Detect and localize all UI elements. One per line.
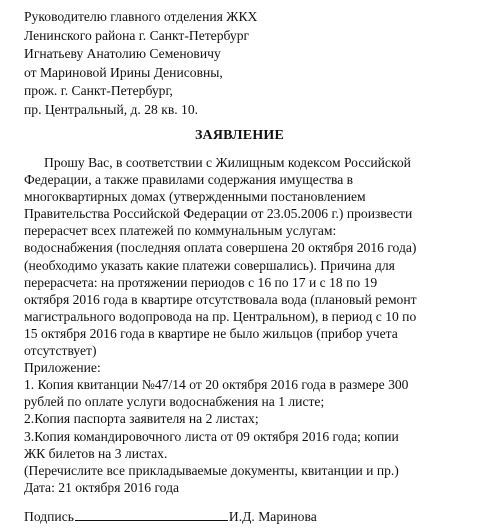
attachment-item: 1. Копия квитанции №47/14 от 20 октября 2016 года в размере 300 — [24, 377, 409, 393]
addressee-block — [24, 8, 257, 120]
body-line: Федерации, а также правилами содержания имущества в — [24, 172, 354, 188]
body-line: (необходимо указать какие платежи совершались). Причина для — [24, 257, 395, 273]
signer-name: И.Д. Маринова — [228, 509, 317, 524]
body-line: магистрального водопровода на пр. Центральном), в период с 10 по — [24, 308, 417, 324]
signature-label: Подпись — [24, 509, 74, 524]
signature-line — [24, 508, 317, 525]
body-line: октября 2016 года в квартире отсутствовала вода (плановый ремонт — [24, 291, 417, 307]
body-line: 15 октября 2016 года в квартире не было жильцов (прибор учета — [24, 325, 398, 341]
attachment-item: ЖК билетов на 3 листах. — [24, 445, 168, 461]
addressee-line: Руководителю главного отделения ЖКХ — [24, 9, 258, 24]
addressee-line: пр. Центральный, д. 28 кв. 10. — [24, 101, 199, 117]
signature-blank — [75, 508, 228, 521]
attachment-item: рублей по оплате услуги водоснабжения на 1 листе; — [24, 394, 325, 410]
document-title: ЗАЯВЛЕНИЕ — [194, 128, 285, 143]
addressee-line: Ленинского района г. Санкт-Петербург — [24, 27, 250, 43]
attachment-note: (Перечислите все прикладываемые документы, квитанции и пр.) — [24, 462, 399, 478]
body-line: перерасчет всех платежей по коммунальным услугам: — [24, 223, 337, 239]
body-line: водоснабжения (последняя оплата совершена 20 октября 2016 года) — [24, 240, 417, 256]
addressee-line: от Мариновой Ирины Денисовны, — [24, 64, 223, 80]
addressee-line: Игнатьеву Анатолию Семеновичу — [24, 46, 221, 62]
date-line: Дата: 21 октября 2016 года — [24, 479, 180, 495]
body-line: Правительства Российской Федерации от 23.05.2006 г.) произвести — [24, 206, 413, 222]
body-line: многоквартирных домах (утвержденными постановлением — [24, 189, 366, 205]
body-line: отсутствует) — [24, 343, 97, 359]
statement-body — [24, 154, 417, 496]
addressee-line: прож. г. Санкт-Петербург, — [24, 83, 173, 99]
attachments-heading: Приложение: — [24, 360, 101, 376]
body-line: Прошу Вас, в соответствии с Жилищным кодексом Российской — [44, 155, 411, 170]
body-line: перерасчета: на протяжении периодов с 16 по 17 и с 18 по 19 — [24, 274, 378, 290]
attachment-item: 3.Копия командировочного листа от 09 октября 2016 года; копии — [24, 428, 399, 444]
attachment-item: 2.Копия паспорта заявителя на 2 листах; — [24, 411, 259, 427]
